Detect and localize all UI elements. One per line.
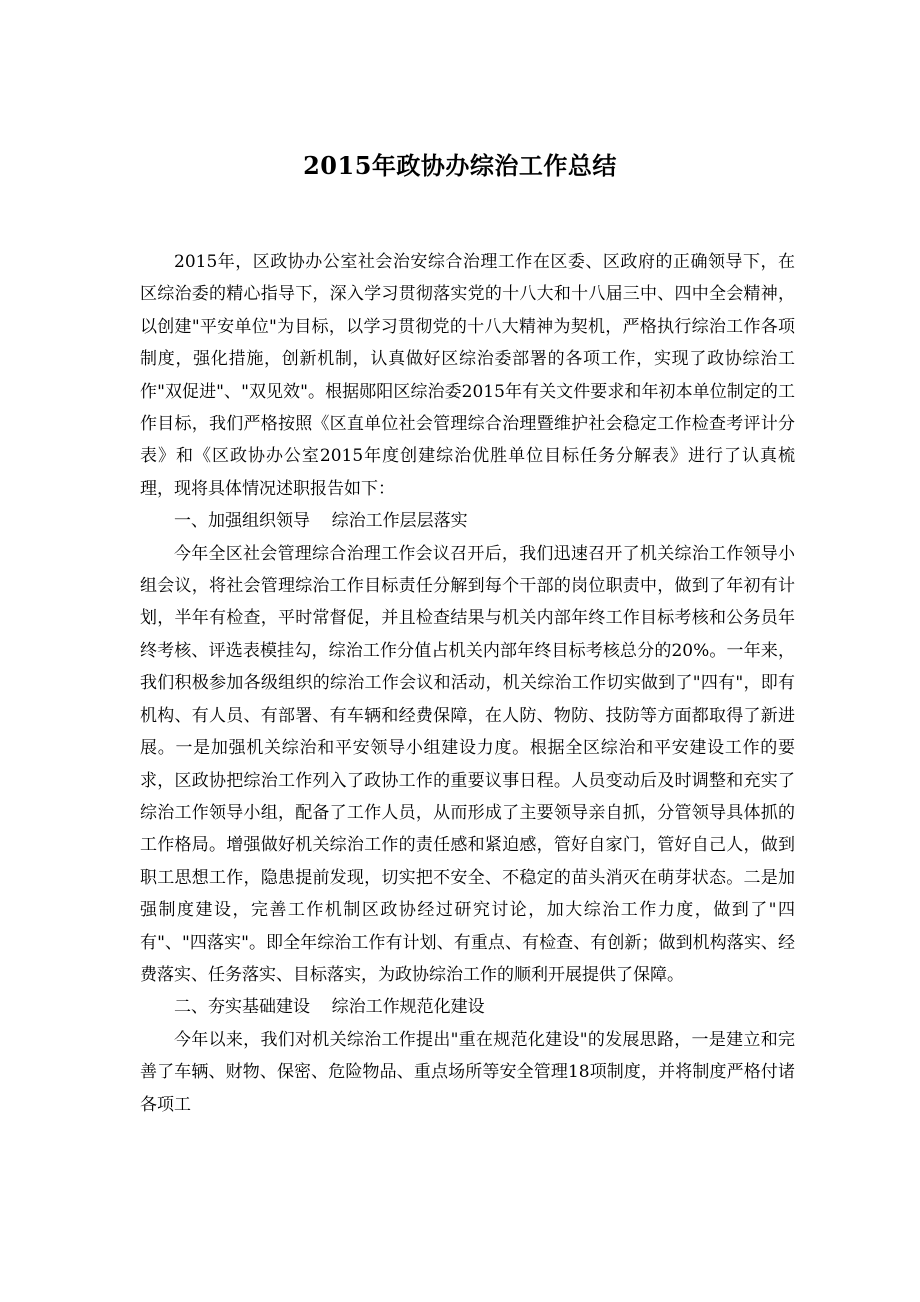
section-2-paragraph: 今年以来，我们对机关综治工作提出"重在规范化建设"的发展思路，一是建立和完善了车辆、财物、保密、危险物品、重点场所等安全管理18项制度，并将制度严格付诸各项工 <box>140 1029 795 1115</box>
section-1-paragraph: 今年全区社会管理综合治理工作会议召开后，我们迅速召开了机关综治工作领导小组会议，将社会管理综治工作目标责任分解到每个干部的岗位职责中，做到了年初有计划，半年有检查，平时常督促，并且检查结果与机关内部年终工作目标考核和公务员年终考核、评选表模挂勾，综治工作分值占机关内部年终目标考核总分的20%。一年来，我们积极参加各级组织的综治工作会议和活动，机关综治工作切实做到了"四有"，即有机构、有人员、有部署、有车辆和经费保障，在人防、物防、技防等方面都取得了新进展。一是加强机关综治和平安领导小组建设力度。根据全区综治和平安建设工作的要求，区政协把综治工作列入了政协工作的重要议事日程。人员变动后及时调整和充实了综治工作领导小组，配备了工作人员，从而形成了主要领导亲自抓，分管领导具体抓的工作格局。增强做好机关综治工作的责任感和紧迫感，管好自家门，管好自己人，做到职工思想工作，隐患提前发现，切实把不安全、不稳定的苗头消灭在萌芽状态。二是加强制度建设，完善工作机制区政协经过研究讨论，加大综治工作力度，做到了"四有"、"四落实"。即全年综治工作有计划、有重点、有检查、有创新；做到机构落实、经费落实、任务落实、目标落实，为政协综治工作的顺利开展提供了保障。 <box>140 543 795 985</box>
section-heading-1: 一、加强组织领导 综治工作层层落实 <box>174 511 468 532</box>
intro-paragraph: 2015年，区政协办公室社会治安综合治理工作在区委、区政府的正确领导下，在区综治委的精心指导下，深入学习贯彻落实党的十八大和十八届三中、四中全会精神，以创建"平安单位"为目标，以学习贯彻党的十八大精神为契机，严格执行综治工作各项制度，强化措施，创新机制，认真做好区综治委部署的各项工作，实现了政协综治工作"双促进"、"双见效"。根据郧阳区综治委2015年有关文件要求和年初本单位制定的工作目标，我们严格按照《区直单位社会管理综合治理暨维护社会稳定工作检查考评计分表》和《区政协办公室2015年度创建综治优胜单位目标任务分解表》进行了认真梳理，现将具体情况述职报告如下： <box>140 252 795 499</box>
document-title: 2015年政协办综治工作总结 <box>303 151 617 180</box>
document-body <box>140 246 795 1121</box>
section-heading-2: 二、夯实基础建设 综治工作规范化建设 <box>174 997 485 1018</box>
